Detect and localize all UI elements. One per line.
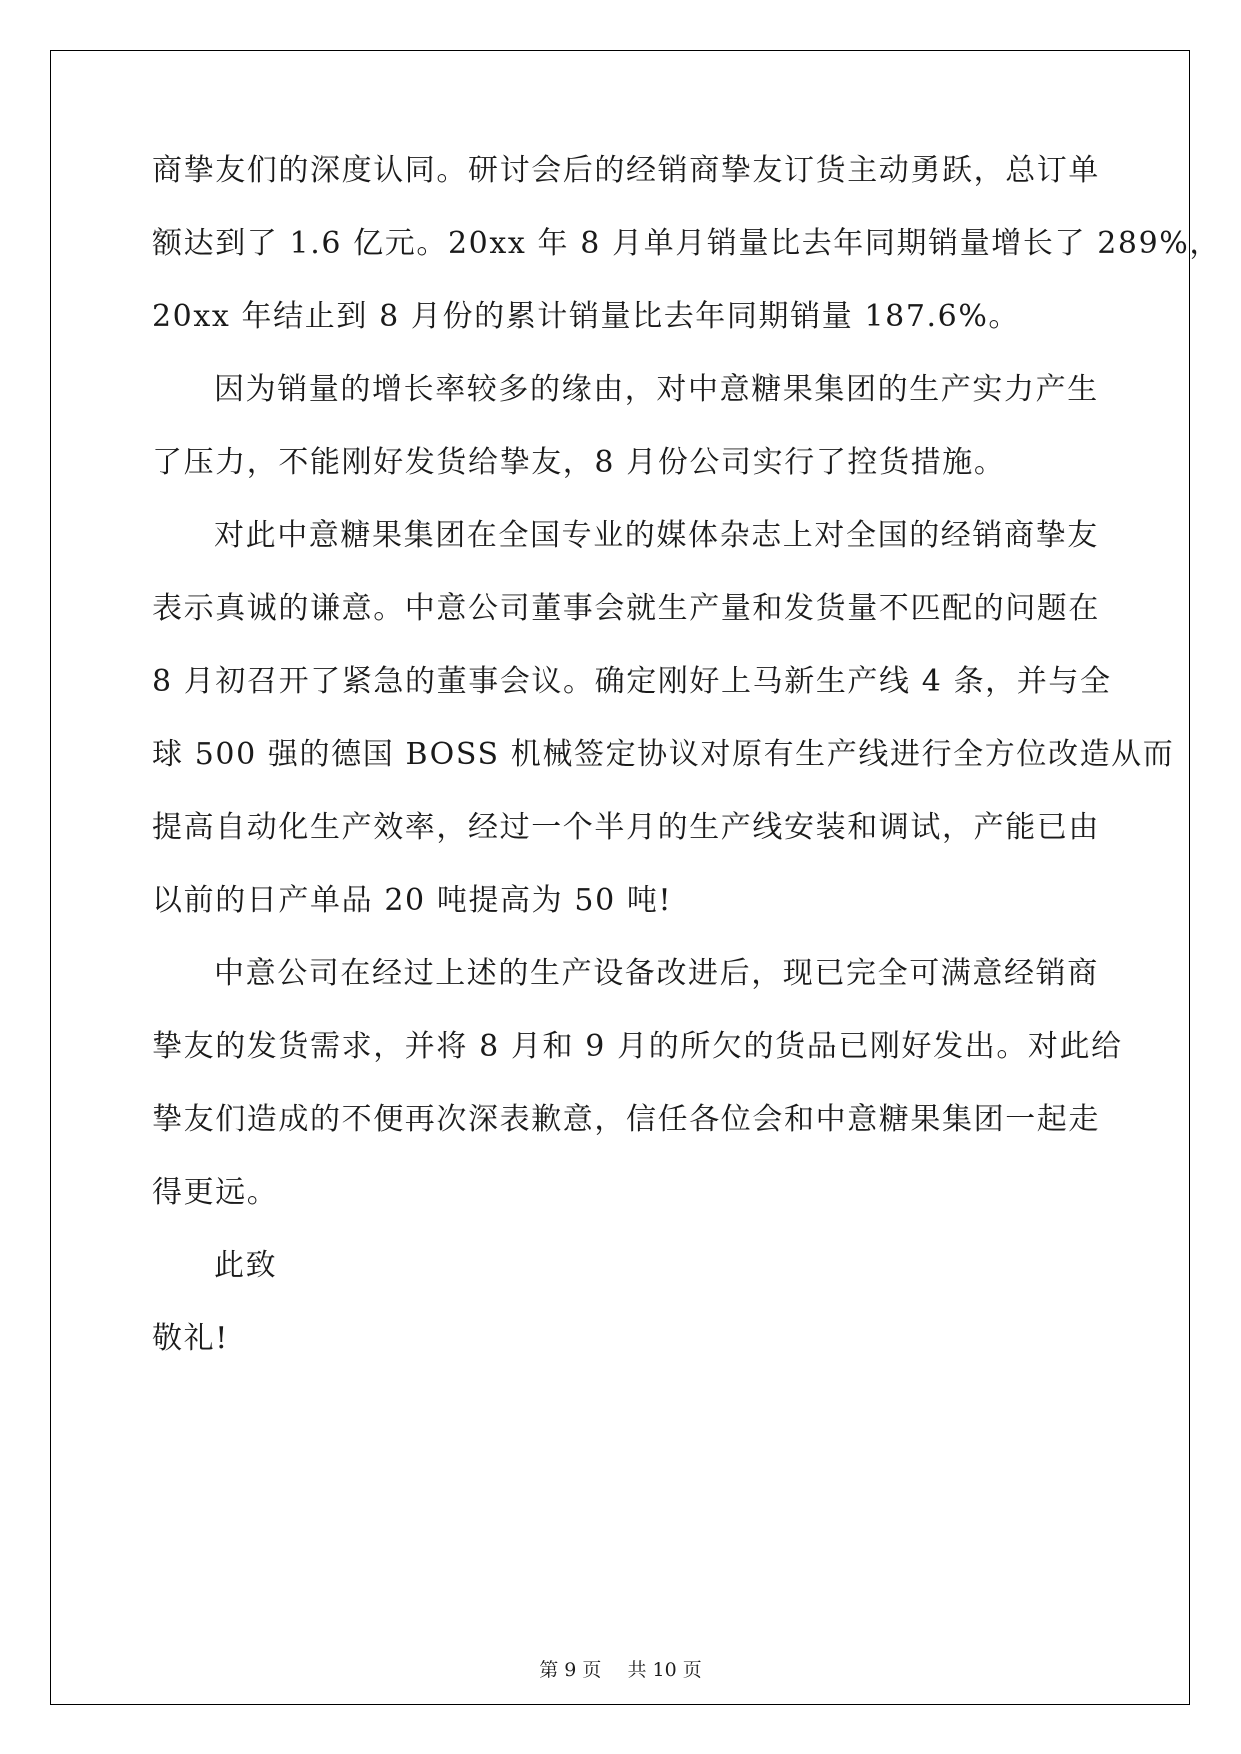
body-line: 表示真诚的谦意。中意公司董事会就生产量和发货量不匹配的问题在 — [152, 591, 1100, 626]
page-footer — [0, 1658, 1241, 1682]
page-number: 第 9 页 — [539, 1659, 602, 1681]
body-line: 提高自动化生产效率，经过一个半月的生产线安装和调试，产能已由 — [152, 810, 1100, 845]
closing-salutation: 此致 — [214, 1248, 278, 1283]
body-line: 了压力，不能刚好发货给挚友，8 月份公司实行了控货措施。 — [152, 445, 1006, 480]
body-line: 对此中意糖果集团在全国专业的媒体杂志上对全国的经销商挚友 — [214, 518, 1099, 553]
body-line: 挚友的发货需求，并将 8 月和 9 月的所欠的货品已刚好发出。对此给 — [152, 1029, 1123, 1064]
body-line: 以前的日产单品 20 吨提高为 50 吨! — [152, 883, 673, 918]
body-line: 因为销量的增长率较多的缘由，对中意糖果集团的生产实力产生 — [214, 372, 1099, 407]
body-line: 中意公司在经过上述的生产设备改进后，现已完全可满意经销商 — [214, 956, 1099, 991]
closing-regards: 敬礼! — [152, 1321, 229, 1356]
body-line: 商挚友们的深度认同。研讨会后的经销商挚友订货主动勇跃，总订单 — [152, 153, 1100, 188]
body-line: 20xx 年结止到 8 月份的累计销量比去年同期销量 187.6%。 — [152, 299, 1021, 334]
body-line: 8 月初召开了紧急的董事会议。确定刚好上马新生产线 4 条，并与全 — [152, 664, 1112, 699]
body-line: 挚友们造成的不便再次深表歉意，信任各位会和中意糖果集团一起走 — [152, 1102, 1100, 1137]
body-line: 得更远。 — [152, 1175, 279, 1210]
body-line: 球 500 强的德国 BOSS 机械签定协议对原有生产线进行全方位改造从而 — [152, 737, 1175, 772]
total-pages: 共 10 页 — [627, 1659, 702, 1681]
body-line: 额达到了 1.6 亿元。20xx 年 8 月单月销量比去年同期销量增长了 289%， — [152, 226, 1221, 261]
